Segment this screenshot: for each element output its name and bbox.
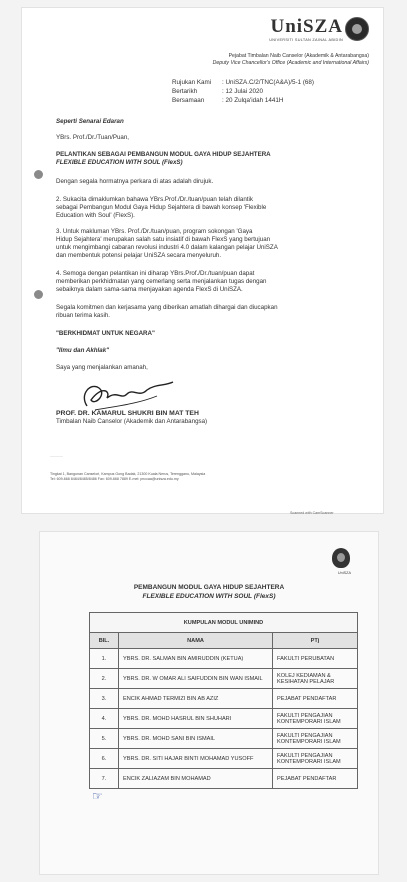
ref-label: Bertarikh xyxy=(172,88,198,95)
paragraph-2 xyxy=(56,196,266,220)
pointing-hand-icon: ☞ xyxy=(92,789,103,803)
office-line-1: Pejabat Timbalan Naib Canselor (Akademik & Antarabangsa) xyxy=(228,53,369,59)
table-header-row xyxy=(90,633,358,649)
table-row xyxy=(90,729,358,749)
reference-block xyxy=(172,78,314,105)
header-ptj: PTj xyxy=(273,633,358,649)
addressee: Seperti Senarai Edaran xyxy=(56,118,124,125)
cell-ptj: KOLEJ KEDIAMAN & KESIHATAN PELAJAR xyxy=(273,669,358,689)
cell-ptj: FAKULTI PENGAJIAN KONTEMPORARI ISLAM xyxy=(273,729,358,749)
cell-ptj: PEJABAT PENDAFTAR xyxy=(273,769,358,789)
cell-nama: YBRS. DR. MOHD HASRUL BIN SHUHARI xyxy=(119,709,273,729)
cell-nama: YBRS. DR. W OMAR ALI SAIFUDDIN BIN WAN ISMAIL xyxy=(119,669,273,689)
text-line: Education with Soul' (FlexS). xyxy=(56,212,135,219)
cell-bil: 2. xyxy=(90,669,119,689)
cell-bil: 3. xyxy=(90,689,119,709)
header-nama: NAMA xyxy=(119,633,273,649)
ref-value: : UniSZA.C/2/TNC(A&A)/5-1 (68) xyxy=(222,79,315,86)
cell-ptj: FAKULTI PERUBATAN xyxy=(273,649,358,669)
binder-hole-icon xyxy=(34,170,43,179)
unisza-logo xyxy=(251,14,371,50)
ref-value: : 12 Julai 2020 xyxy=(222,88,263,95)
text-line: sebagai Pembangun Modul Gaya Hidup Sejahtera di bawah konsep 'Flexible xyxy=(56,204,267,211)
office-line-2: Deputy Vice Chancellor's Office (Academic and International Affairs) xyxy=(212,60,369,66)
cell-ptj: FAKULTI PENGAJIAN KONTEMPORARI ISLAM xyxy=(273,709,358,729)
paragraph-4 xyxy=(56,270,267,294)
cell-bil: 1. xyxy=(90,649,119,669)
letter-page xyxy=(22,8,383,513)
text-line: memberikan perkhidmatan yang cemerlang serta menjalankan tugas dengan xyxy=(56,278,267,285)
logo-label: UniSZA xyxy=(337,571,351,575)
cell-nama: YBRS. DR. MOHD SANI BIN ISMAIL xyxy=(119,729,273,749)
text-line: ribuan terima kasih. xyxy=(56,312,110,319)
text-line: untuk mengimbangi cabaran revolusi industri 4.0 dalam kalangan pelajar UniSZA xyxy=(56,244,278,251)
cell-nama: ENCIK ZALIAZAM BIN MOHAMAD xyxy=(119,769,273,789)
closing-text xyxy=(56,304,278,320)
motto: "BERKHIDMAT UNTUK NEGARA" xyxy=(56,330,155,337)
cell-nama: YBRS. DR. SALMAN BIN AMIRUDDIN (KETUA) xyxy=(119,649,273,669)
text-line: 3. Untuk makluman YBrs. Prof./Dr./tuan/puan, program sokongan 'Gaya xyxy=(56,228,253,235)
ref-label: Rujukan Kami xyxy=(172,79,212,86)
letter-footer xyxy=(50,472,205,482)
text-line: 4. Semoga dengan pelantikan ini diharap YBrs.Prof./Dr./tuan/puan dapat xyxy=(56,270,255,277)
text-line: Segala komitmen dan kerjasama yang diberikan amatlah dihargai dan diucapkan xyxy=(56,304,278,311)
ref-value: : 20 Zulqa'idah 1441H xyxy=(222,97,284,104)
logo-subtitle: UNIVERSITI SULTAN ZAINAL ABIDIN xyxy=(269,38,343,42)
cell-bil: 7. xyxy=(90,769,119,789)
university-seal-icon xyxy=(345,17,369,41)
cell-nama: ENCIK AHMAD TERMIZI BIN AB AZIZ xyxy=(119,689,273,709)
university-seal-icon xyxy=(332,548,350,568)
subject-line-2: FLEXIBLE EDUCATION WITH SOUL (FlexS) xyxy=(56,159,183,166)
table-row xyxy=(90,769,358,789)
cell-nama: YBRS. DR. SITI HAJAR BINTI MOHAMAD YUSOFF xyxy=(119,749,273,769)
cell-bil: 6. xyxy=(90,749,119,769)
table-caption: KUMPULAN MODUL UNIMIND xyxy=(90,613,358,633)
paragraph-3 xyxy=(56,228,278,260)
text-line: sebaiknya dalam sama-sama menjayakan agenda FlexS di UniSZA. xyxy=(56,286,243,293)
table-row xyxy=(90,649,358,669)
table-row xyxy=(90,749,358,769)
list-title-2: FLEXIBLE EDUCATION WITH SOUL (FlexS) xyxy=(142,593,276,600)
signer-title: Timbalan Naib Canselor (Akademik dan Antarabangsa) xyxy=(56,418,208,425)
list-page xyxy=(40,532,378,874)
cell-ptj: FAKULTI PENGAJIAN KONTEMPORARI ISLAM xyxy=(273,749,358,769)
footer-line: Tel: 609-668 8484/8485/8486 Fax: 609-668 7889 E-mel: pnccaa@unisza.edu.my xyxy=(50,477,179,481)
logo-name: UniSZA xyxy=(270,16,343,37)
cell-bil: 5. xyxy=(90,729,119,749)
scanner-watermark: Scanned with CamScanner xyxy=(290,511,334,515)
table-row xyxy=(90,669,358,689)
binder-hole-icon xyxy=(34,290,43,299)
cell-ptj: PEJABAT PENDAFTAR xyxy=(273,689,358,709)
text-line: dan membentuk potensi pelajar UniSZA secara menyeluruh. xyxy=(56,252,222,259)
intro-text: Dengan segala hormatnya perkara di atas adalah dirujuk. xyxy=(56,178,214,185)
text-line: 2. Sukacita dimaklumkan bahawa YBrs.Prof./Dr./tuan/puan telah dilantik xyxy=(56,196,253,203)
subject-line-1: PELANTIKAN SEBAGAI PEMBANGUN MODUL GAYA HIDUP SEJAHTERA xyxy=(56,151,271,158)
module-table xyxy=(89,612,358,789)
text-line: Hidup Sejahtera' merupakan salah satu insiatif di bawah FlexS yang bertujuan xyxy=(56,236,271,243)
signoff: Saya yang menjalankan amanah, xyxy=(56,364,148,371)
footer-line: Tingkat 1, Bangunan Canselori, Kampus Gong Badak, 21300 Kuala Nerus, Terengganu, Malaysia xyxy=(50,472,206,476)
salutation: YBrs. Prof./Dr./Tuan/Puan, xyxy=(56,134,130,141)
table-row xyxy=(90,709,358,729)
header-bil: BIL. xyxy=(90,633,119,649)
cell-bil: 4. xyxy=(90,709,119,729)
table-row xyxy=(90,689,358,709)
footnote-mark: ............. xyxy=(50,454,63,458)
table-caption-row xyxy=(90,613,358,633)
signer-name: PROF. DR. KAMARUL SHUKRI BIN MAT TEH xyxy=(56,410,199,417)
ref-label: Bersamaan xyxy=(172,97,205,104)
motto-2: "Ilmu dan Akhlak" xyxy=(56,347,110,354)
list-title-1: PEMBANGUN MODUL GAYA HIDUP SEJAHTERA xyxy=(133,584,285,591)
